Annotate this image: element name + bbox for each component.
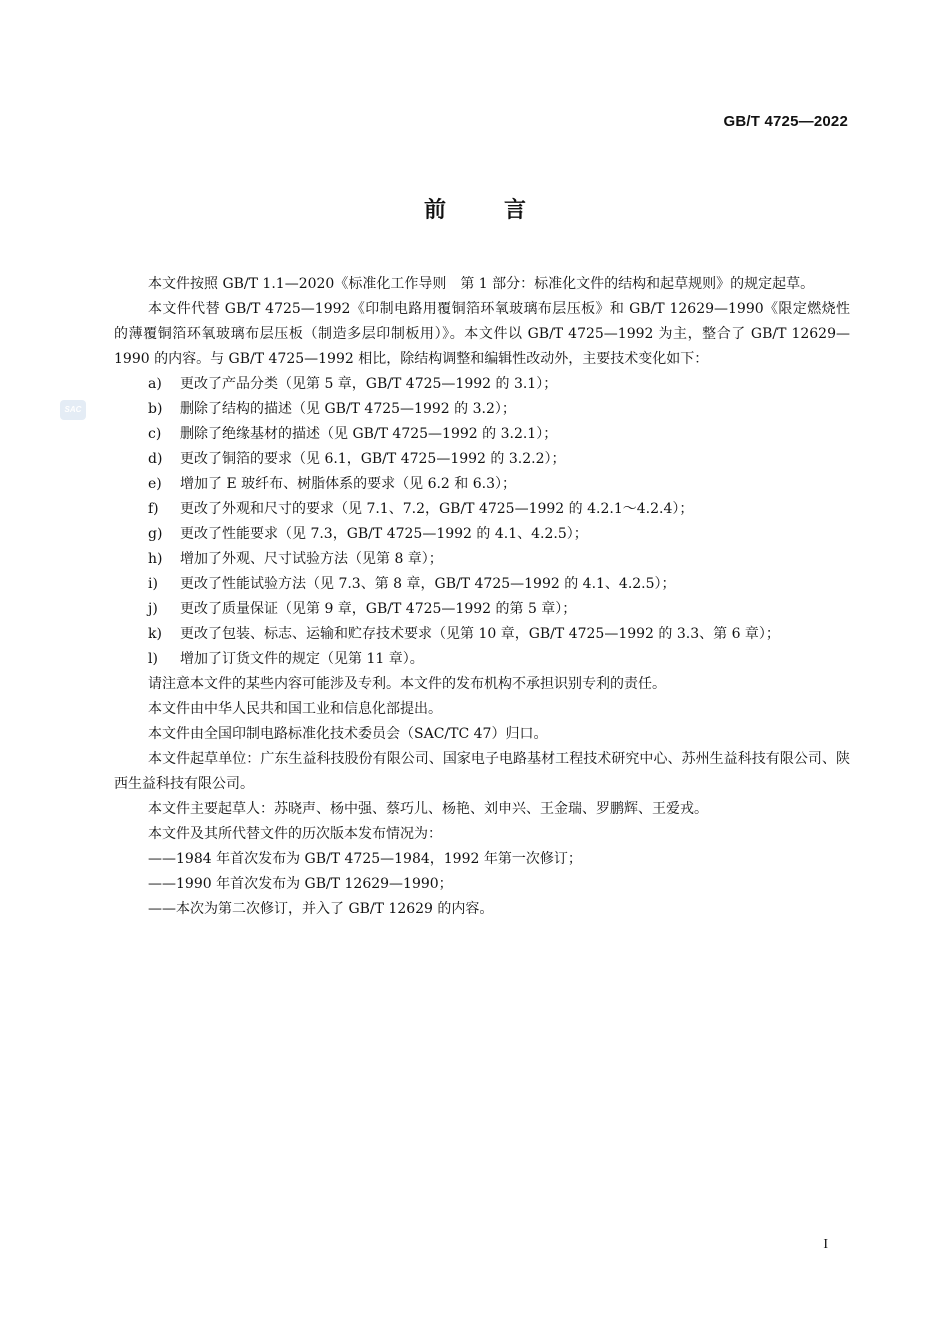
paragraph-proposer: 本文件由中华人民共和国工业和信息化部提出。 bbox=[148, 701, 442, 717]
list-item-text: 更改了性能要求（见 7.3，GB/T 4725—1992 的 4.1、4.2.5）； bbox=[180, 526, 588, 542]
list-item bbox=[114, 397, 850, 422]
sac-watermark: SAC bbox=[60, 400, 86, 420]
list-item bbox=[114, 447, 850, 472]
list-item bbox=[114, 547, 850, 572]
paragraph-drafting-units: 本文件起草单位：广东生益科技股份有限公司、国家电子电路基材工程技术研究中心、苏州生益科技有限公司、陕西生益科技有限公司。 bbox=[114, 751, 850, 792]
history-item: ——本次为第二次修订，并入了 GB/T 12629 的内容。 bbox=[148, 901, 494, 917]
list-item-label: b) bbox=[148, 401, 163, 417]
list-item-label: c) bbox=[148, 426, 162, 442]
list-item-text: 更改了铜箔的要求（见 6.1，GB/T 4725—1992 的 3.2.2）； bbox=[180, 451, 566, 467]
list-item bbox=[114, 647, 850, 672]
list-item bbox=[114, 422, 850, 447]
paragraph-history-intro: 本文件及其所代替文件的历次版本发布情况为： bbox=[148, 826, 442, 842]
list-item-label: d) bbox=[148, 451, 163, 467]
list-item-label: j) bbox=[148, 601, 158, 617]
list-item bbox=[114, 572, 850, 597]
list-item-label: h) bbox=[148, 551, 163, 567]
list-item-label: i) bbox=[148, 576, 158, 592]
page-number: I bbox=[823, 1237, 828, 1252]
history-item: ——1990 年首次发布为 GB/T 12629—1990； bbox=[148, 876, 453, 892]
list-item-text: 删除了结构的描述（见 GB/T 4725—1992 的 3.2）； bbox=[180, 401, 516, 417]
list-item bbox=[114, 372, 850, 397]
history-item: ——1984 年首次发布为 GB/T 4725—1984，1992 年第一次修订； bbox=[148, 851, 582, 867]
paragraph-drafters: 本文件主要起草人：苏晓声、杨中强、蔡巧儿、杨艳、刘申兴、王金瑞、罗鹏辉、王爱戎。 bbox=[148, 801, 708, 817]
list-item-text: 更改了性能试验方法（见 7.3、第 8 章，GB/T 4725—1992 的 4.1、4.2.5）； bbox=[180, 576, 676, 592]
list-item bbox=[114, 597, 850, 622]
list-item bbox=[114, 522, 850, 547]
list-item-label: l) bbox=[148, 651, 158, 667]
list-item-text: 更改了外观和尺寸的要求（见 7.1、7.2，GB/T 4725—1992 的 4.2.1～4.2.4）； bbox=[180, 501, 694, 517]
list-item bbox=[114, 497, 850, 522]
list-item-text: 增加了 E 玻纤布、树脂体系的要求（见 6.2 和 6.3）； bbox=[180, 476, 516, 492]
changes-list bbox=[114, 372, 850, 672]
list-item-text: 增加了外观、尺寸试验方法（见第 8 章）； bbox=[180, 551, 443, 567]
list-item-label: f) bbox=[148, 501, 159, 517]
list-item bbox=[114, 472, 850, 497]
list-item-label: a) bbox=[148, 376, 162, 392]
paragraph-patent: 请注意本文件的某些内容可能涉及专利。本文件的发布机构不承担识别专利的责任。 bbox=[148, 676, 666, 692]
list-item-label: k) bbox=[148, 626, 162, 642]
list-item-text: 更改了包装、标志、运输和贮存技术要求（见第 10 章，GB/T 4725—1992 的 3.3、第 6 章）； bbox=[180, 626, 780, 642]
list-item-text: 增加了订货文件的规定（见第 11 章）。 bbox=[180, 651, 424, 667]
list-item bbox=[114, 622, 850, 647]
history-list bbox=[114, 847, 850, 922]
paragraph-drafting-rules: 本文件按照 GB/T 1.1—2020《标准化工作导则 第 1 部分：标准化文件的结构和起草规则》的规定起草。 bbox=[148, 276, 815, 292]
paragraph-replacement: 本文件代替 GB/T 4725—1992《印制电路用覆铜箔环氧玻璃布层压板》和 GB/T 12629—1990《限定燃烧性的薄覆铜箔环氧玻璃布层压板（制造多层印制板用）》。本文件以 GB/T 4725—1992 为主，整合了 GB/T 12629—1990 的内容。与 GB/T 4725—1992 相比，除结构调整和编辑性改动外，主要技术变化如下： bbox=[114, 301, 850, 367]
list-item-label: e) bbox=[148, 476, 162, 492]
page-title: 前言 bbox=[423, 198, 584, 223]
list-item-text: 更改了质量保证（见第 9 章，GB/T 4725—1992 的第 5 章）； bbox=[180, 601, 577, 617]
list-item-text: 删除了绝缘基材的描述（见 GB/T 4725—1992 的 3.2.1）； bbox=[180, 426, 558, 442]
paragraph-committee: 本文件由全国印制电路标准化技术委员会（SAC/TC 47）归口。 bbox=[148, 726, 548, 742]
standard-code: GB/T 4725—2022 bbox=[723, 113, 848, 130]
document-body bbox=[114, 272, 850, 922]
list-item-text: 更改了产品分类（见第 5 章，GB/T 4725—1992 的 3.1）； bbox=[180, 376, 558, 392]
list-item-label: g) bbox=[148, 526, 163, 542]
